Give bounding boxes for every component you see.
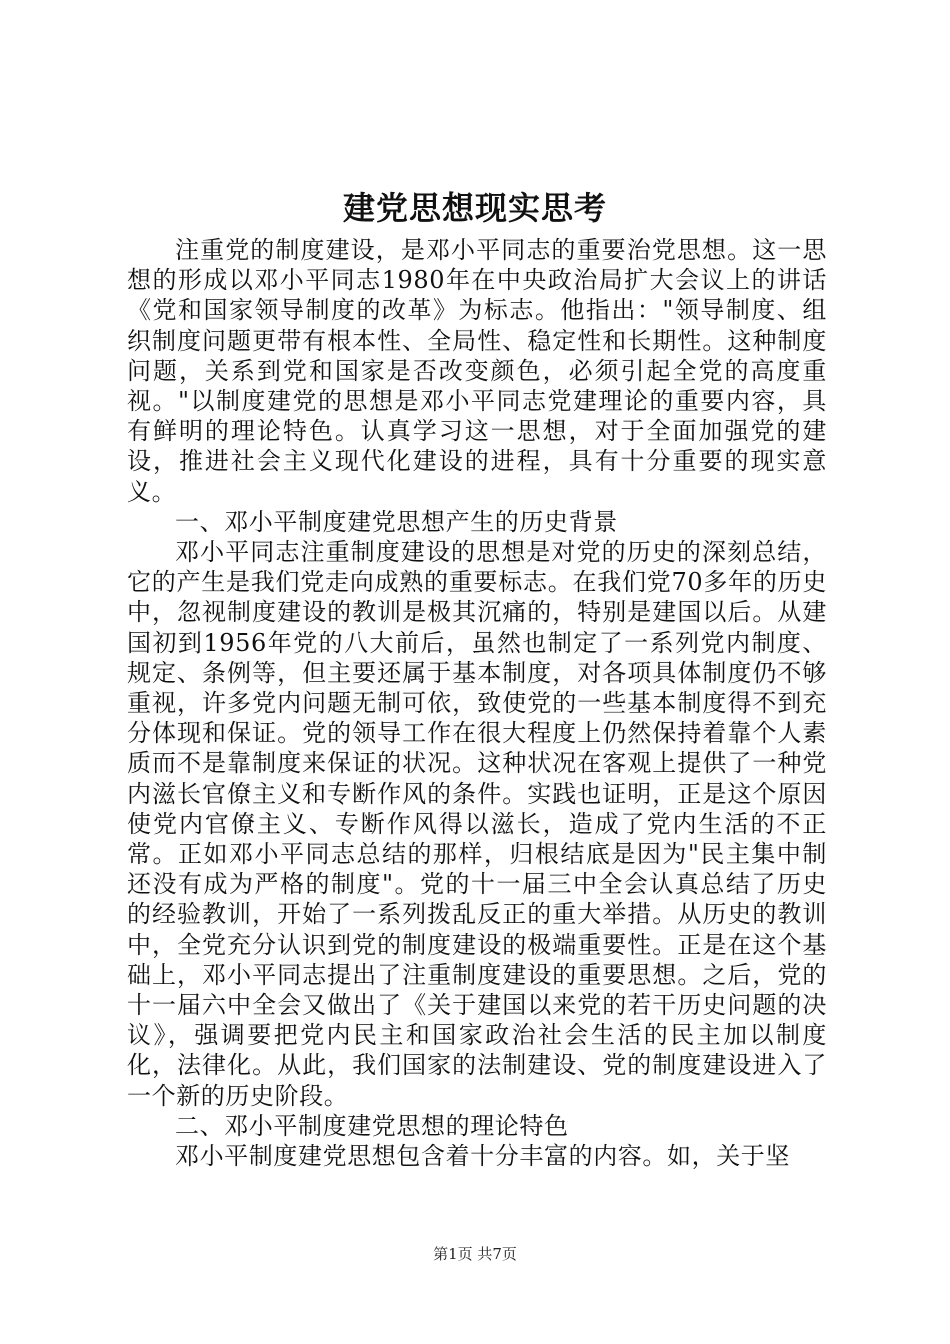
section-heading-1: 一、邓小平制度建党思想产生的历史背景 [175,507,618,536]
paragraph-history: 邓小平同志注重制度建设的思想是对党的历史的深刻总结，它的产生是我们党走向成熟的重要标志。在我们党70多年的历史中，忽视制度建设的教训是极其沉痛的，特别是建国以后。从建国初到1956年党的八大前后，虽然也制定了一系列党内制度、规定、条例等，但主要还属于基本制度，对各项具体制度仍不够重视，许多党内问题无制可依，致使党的一些基本制度得不到充分体现和保证。党的领导工作在很大程度上仍然保持着靠个人素质而不是靠制度来保证的状况。这种状况在客观上提供了一种党内滋长官僚主义和专断作风的条件。实践也证明，正是这个原因使党内官僚主义、专断作风得以滋长，造成了党内生活的不正常。正如邓小平同志总结的那样，归根结底是因为"民主集中制还没有成为严格的制度"。党的十一届三中全会认真总结了历史的经验教训，开始了一系列拨乱反正的重大举措。从历史的教训中，全党充分认识到党的制度建设的极端重要性。正是在这个基础上，邓小平同志提出了注重制度建设的重要思想。之后，党的十一届六中全会又做出了《关于建国以来党的若干历史问题的决议》，强调要把党内民主和国家政治社会生活的民主加以制度化，法律化。从此，我们国家的法制建设、党的制度建设进入了一个新的历史阶段。 [127,538,827,1110]
document-title: 建党思想现实思考 [342,189,607,227]
paragraph-intro: 注重党的制度建设，是邓小平同志的重要治党思想。这一思想的形成以邓小平同志1980年在中央政治局扩大会议上的讲话《党和国家领导制度的改革》为标志。他指出："领导制度、组织制度问题更带有根本性、全局性、稳定性和长期性。这种制度问题，关系到党和国家是否改变颜色，必须引起全党的高度重视。"以制度建党的思想是邓小平同志党建理论的重要内容，具有鲜明的理论特色。认真学习这一思想，对于全面加强党的建设，推进社会主义现代化建设的进程，具有十分重要的现实意义。 [127,236,827,506]
section-heading-2: 二、邓小平制度建党思想的理论特色 [175,1111,569,1140]
page-number-footer: 第1页 共7页 [433,1245,517,1263]
document-body [127,235,827,1171]
paragraph-theory: 邓小平制度建党思想包含着十分丰富的内容。如，关于坚 [175,1142,790,1171]
